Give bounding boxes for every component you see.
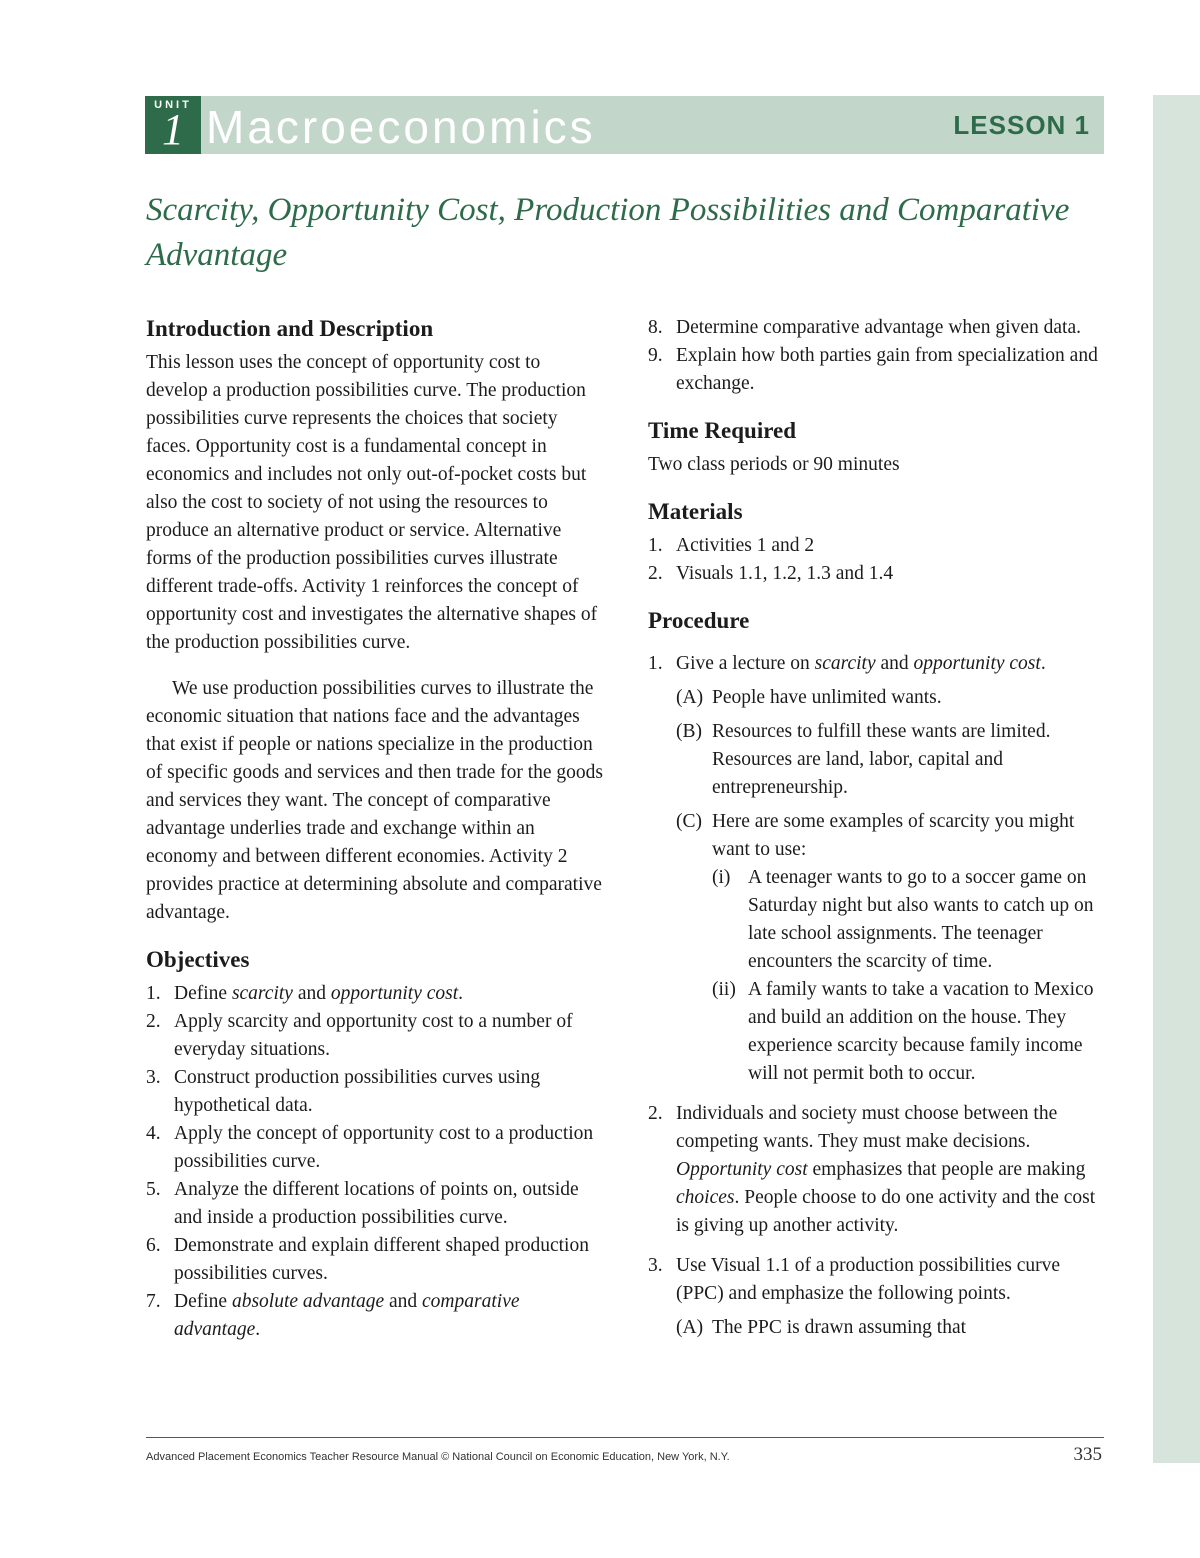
objectives-heading: Objectives	[146, 947, 250, 972]
time-text: Two class periods or 90 minutes	[648, 454, 900, 475]
list-item: 4. Apply the concept of opportunity cost to a production possibilities curve.	[146, 1123, 594, 1172]
intro-paragraph-2: We use production possibilities curves to illustrate the economic situation that nations face and the advantages that exist if people or nations specialize in the production of specific goods and services and then trade for the goods and services they want. The concept of comparative advantage underlies trade and exchange within an economy and between different economies. Activity 2 provides practice at determining absolute and comparative advantage.	[146, 678, 604, 923]
list-item: 2. Visuals 1.1, 1.2, 1.3 and 1.4	[648, 563, 894, 584]
materials-list	[648, 532, 1112, 588]
unit-badge	[145, 96, 201, 154]
procedure-sub-a: (A) People have unlimited wants.	[676, 687, 942, 708]
list-item: 5. Analyze the different locations of points on, outside and inside a production possibilities curve.	[146, 1179, 579, 1228]
list-item: 1. Define scarcity and opportunity cost.	[146, 983, 464, 1004]
list-item: 2. Apply scarcity and opportunity cost to a number of everyday situations.	[146, 1011, 573, 1060]
footer-credit: Advanced Placement Economics Teacher Resource Manual © National Council on Economic Education, New York, N.Y.	[146, 1451, 730, 1463]
lesson-title: Scarcity, Opportunity Cost, Production Possibilities and Comparative Advantage	[146, 192, 1070, 273]
list-item: 7. Define absolute advantage and comparative advantage.	[146, 1291, 520, 1340]
list-item: 9. Explain how both parties gain from specialization and exchange.	[648, 345, 1098, 394]
procedure-sub-b: (B) Resources to fulfill these wants are limited. Resources are land, labor, capital and entrepreneurship.	[676, 721, 1051, 798]
intro-heading: Introduction and Description	[146, 316, 434, 341]
intro-paragraph-1: This lesson uses the concept of opportunity cost to develop a production possibilities curve. The production possibilities curve represents the choices that society faces. Opportunity cost is a fundamental concept in economics and includes not only out-of-pocket costs but also the cost to society of not using the resources to produce an alternative product or service. Alternative forms of the production possibilities curves illustrate different trade-offs. Activity 1 reinforces the concept of opportunity cost and investigates the alternative shapes of the production possibilities curve.	[146, 352, 598, 653]
lesson-label: LESSON 1	[953, 110, 1090, 140]
unit-banner	[145, 96, 1104, 154]
procedure-heading: Procedure	[648, 608, 750, 633]
footer-divider	[146, 1437, 1104, 1438]
materials-heading: Materials	[648, 499, 743, 524]
procedure-step-1: 1. Give a lecture on scarcity and opportunity cost.	[648, 653, 1046, 674]
time-heading: Time Required	[648, 418, 797, 443]
list-item: 1. Activities 1 and 2	[648, 535, 815, 556]
objectives-list	[146, 980, 606, 1344]
page-number: 335	[1073, 1444, 1102, 1465]
procedure-sub-ii: (ii) A family wants to take a vacation to Mexico and build an addition on the house. They experience scarcity because family income will not permit both to occur.	[712, 979, 1094, 1084]
unit-word: UNIT	[154, 99, 192, 111]
list-item: 3. Construct production possibilities curves using hypothetical data.	[146, 1067, 541, 1116]
objectives-list-continued	[648, 314, 1112, 398]
procedure-sub-c: (C) Here are some examples of scarcity you might want to use:	[676, 811, 1075, 860]
left-column	[146, 314, 606, 1344]
procedure-step-3-sub-a: (A) The PPC is drawn assuming that	[676, 1317, 967, 1338]
unit-title: Macroeconomics	[206, 101, 596, 153]
unit-number: 1	[162, 105, 184, 154]
procedure-step-3: 3. Use Visual 1.1 of a production possibilities curve (PPC) and emphasize the following points.	[648, 1255, 1061, 1304]
procedure-list	[648, 650, 1112, 1342]
list-item: 6. Demonstrate and explain different shaped production possibilities curves.	[146, 1235, 589, 1284]
side-strip	[1153, 95, 1200, 1463]
list-item: 8. Determine comparative advantage when given data.	[648, 317, 1081, 338]
right-column	[648, 314, 1112, 1342]
procedure-sub-i: (i) A teenager wants to go to a soccer game on Saturday night but also wants to catch up on late school assignments. The teenager encounters the scarcity of time.	[712, 867, 1094, 972]
procedure-step-2: 2. Individuals and society must choose between the competing wants. They must make decisions. Opportunity cost emphasizes that people are making choices. People choose to do one activity and the cost is giving up another activity.	[648, 1103, 1096, 1236]
